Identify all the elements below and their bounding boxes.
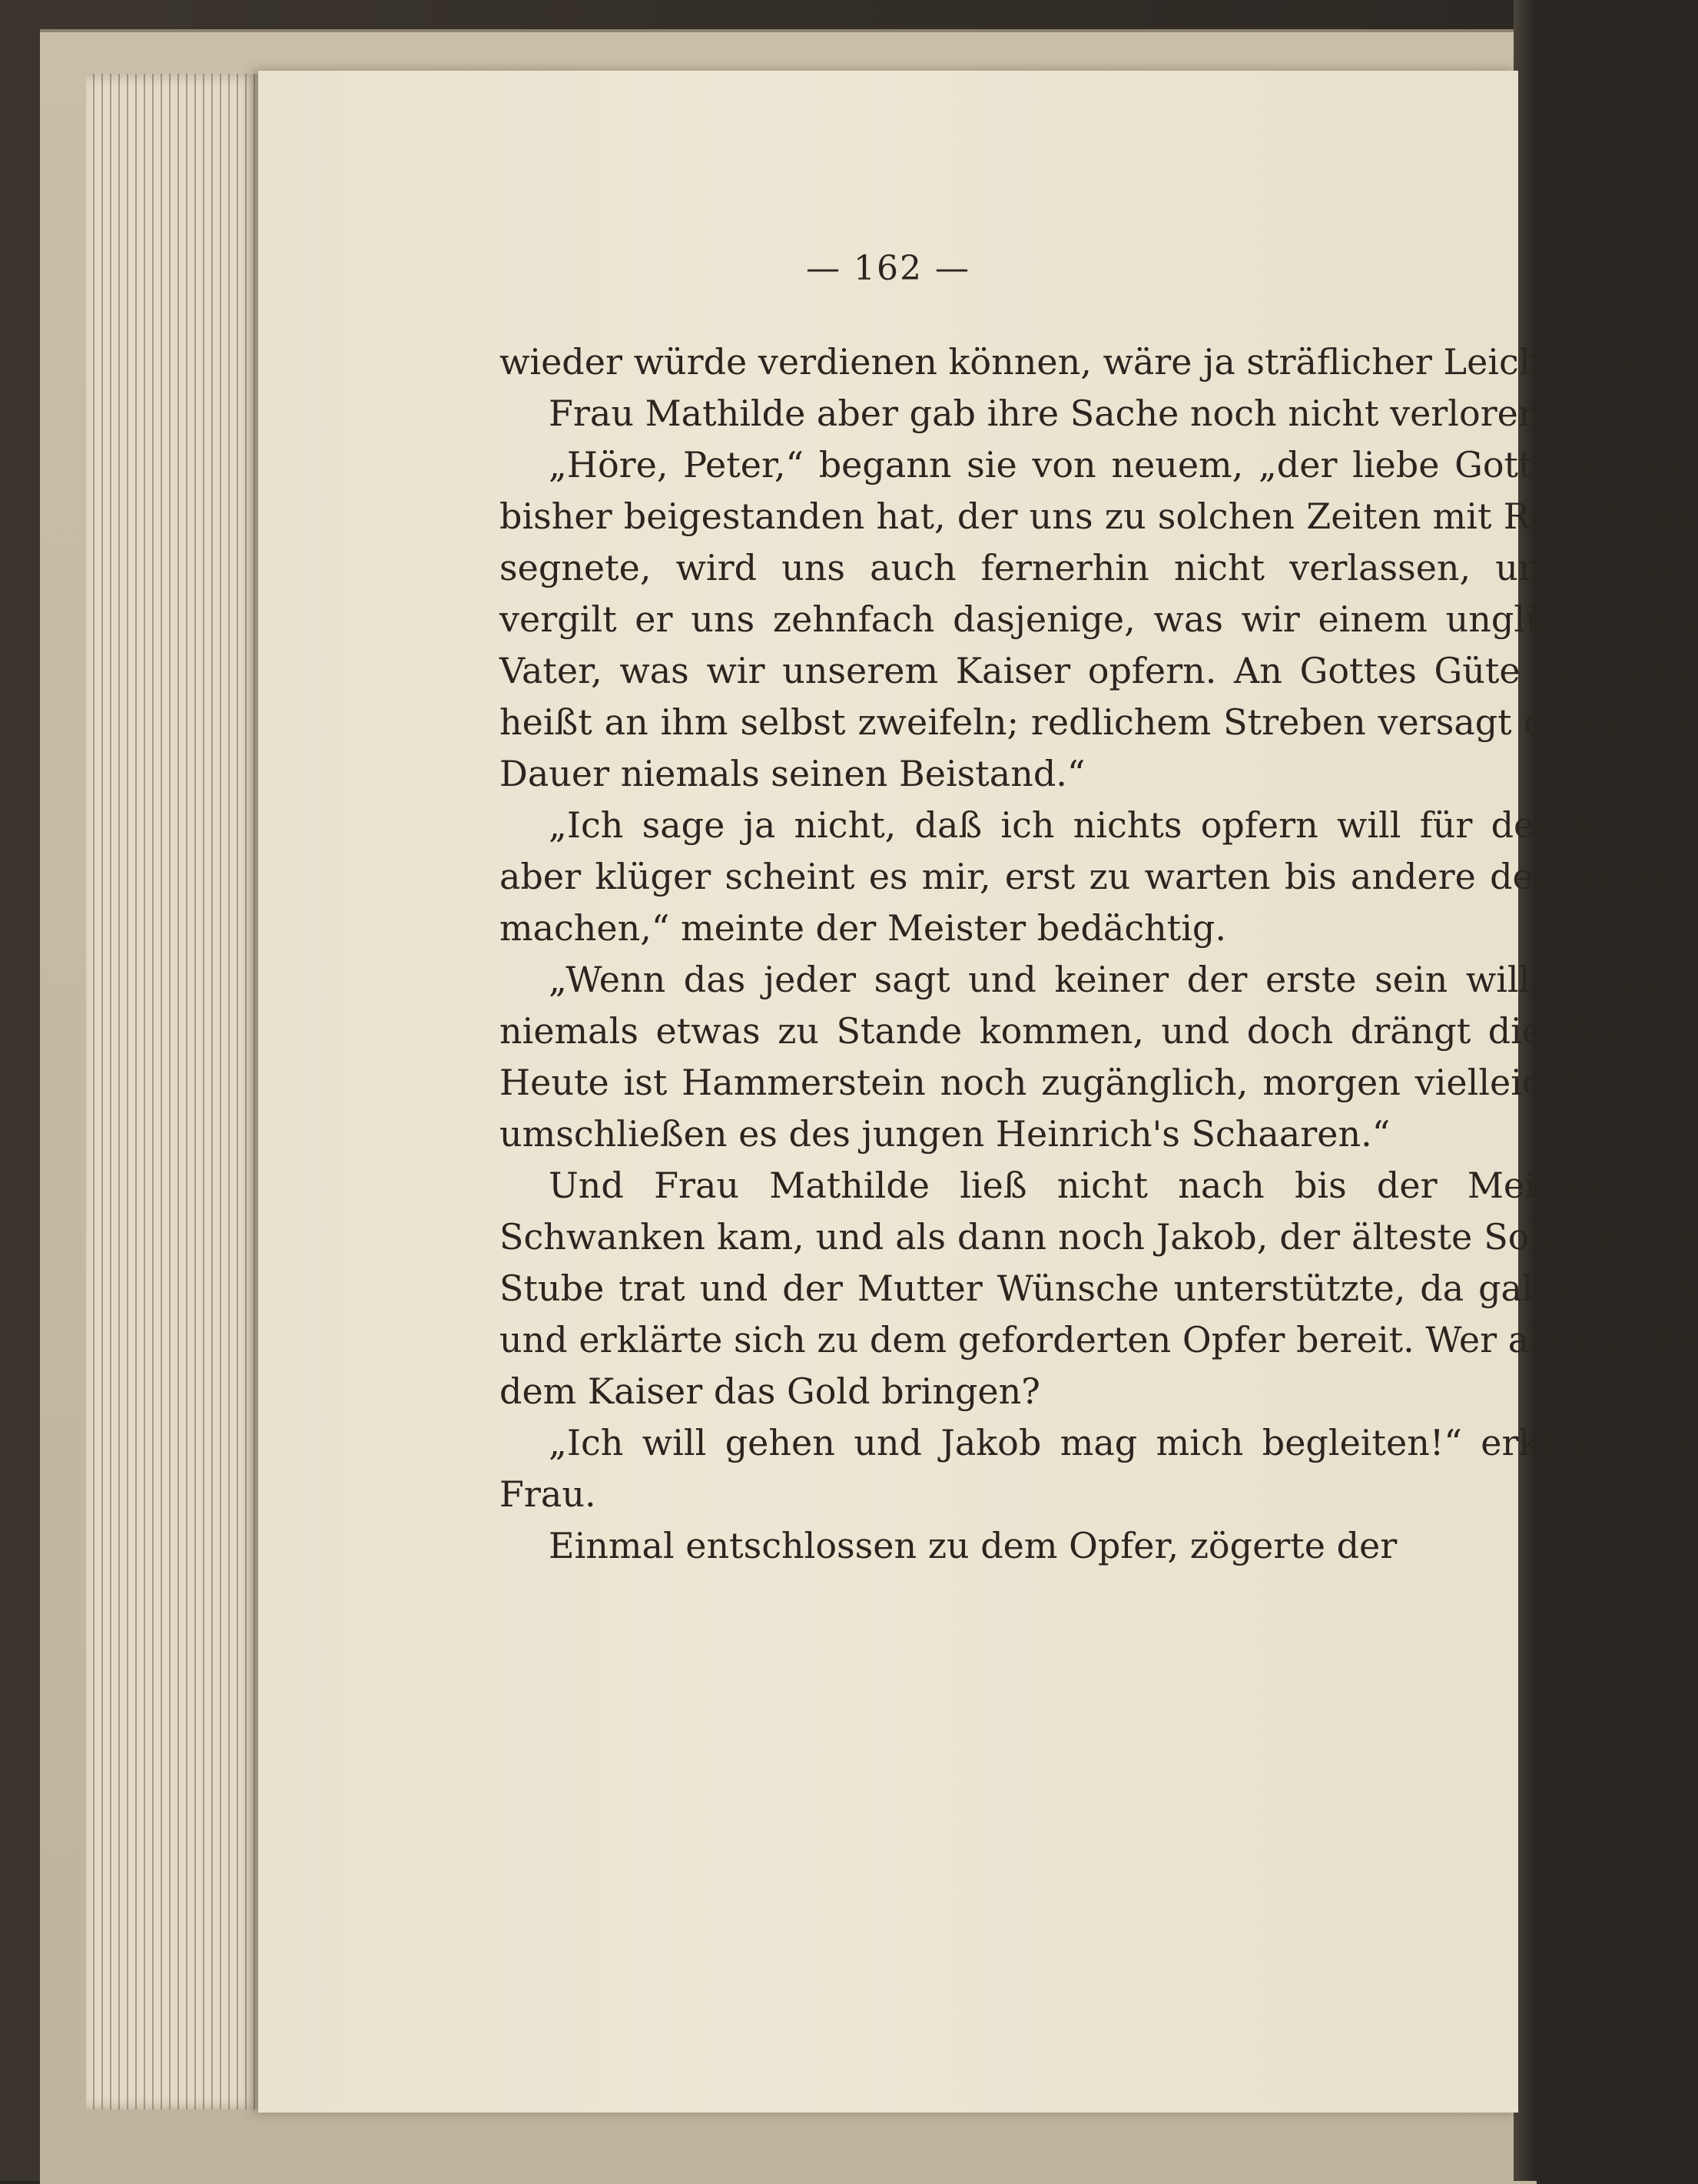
page-number: — 162 — (806, 249, 970, 288)
page-edges (86, 74, 261, 2109)
paragraph: Einmal entschlossen zu dem Opfer, zögerte der (549, 1525, 1398, 1566)
paragraph: Und Frau Mathilde ließ nicht nach bis der Meister in's Schwanken kam, und als dann noch Jakob, der älteste Sohn, in die Stube trat und der Mutter Wünsche unterstützte, da gab er nach und erklärte sich zu dem geforderten Opfer bereit. Wer aber sollte dem Kaiser das Gold bringen? (499, 1165, 1698, 1412)
paragraph: „Wenn das jeder sagt und keiner der erste sein will, so wird niemals etwas zu Stande kommen, und doch drängt die Zeit! — Heute ist Hammerstein noch zugänglich, morgen vielleicht schon umschließen es des jungen Heinrich's Schaaren.“ (499, 959, 1698, 1155)
paragraph: „Ich will gehen und Jakob mag mich begleiten!“ erklärte die Frau. (499, 1422, 1698, 1515)
paragraph: „Ich sage ja nicht, daß ich nichts opfern will für den Kaiser, aber klüger scheint es mir, erst zu warten bis andere den Anfang machen,“ meinte der Meister bedächtig. (499, 804, 1698, 949)
paragraph: Frau Mathilde aber gab ihre Sache noch nicht verloren. (549, 393, 1553, 434)
paragraph: wieder würde verdienen können, wäre ja sträflicher Leichtsinn. (499, 341, 1643, 383)
paragraph: „Höre, Peter,“ begann sie von neuem, „der liebe Gott, der uns bisher beigestanden hat, der uns zu solchen Zeiten mit Reichthum segnete, wird uns auch fernerhin nicht verlassen, und sicher vergilt er uns zehnfach dasjenige, was wir einem unglücklichen Vater, was wir unserem Kaiser opfern. An Gottes Güte zweifeln, heißt an ihm selbst zweifeln; redlichem Streben versagt er auf die Dauer niemals seinen Beistand.“ (499, 444, 1698, 794)
book-page (258, 71, 1698, 2113)
body-text (499, 336, 1698, 1572)
